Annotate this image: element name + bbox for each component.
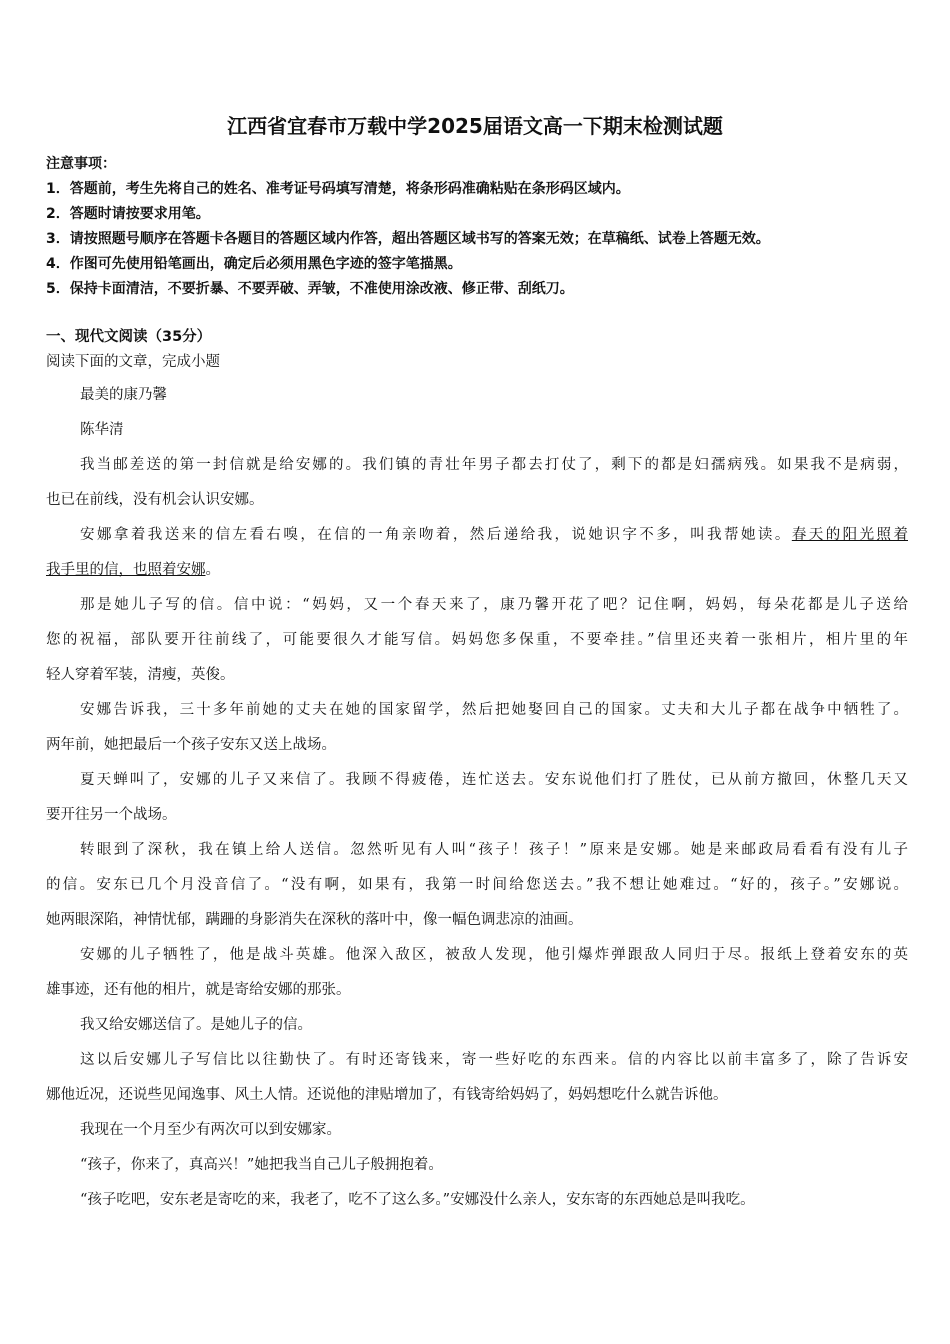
paragraph-line: 两年前，她把最后一个孩子安东又送上战场。 xyxy=(46,737,336,753)
paragraph-line: 我又给安娜送信了。是她儿子的信。 xyxy=(80,1017,312,1033)
paragraph-line: 那是她儿子写的信。信中说：“妈妈，又一个春天来了，康乃馨开花了吧？记住啊，妈妈，每朵花都是儿子送给 xyxy=(80,597,908,613)
paragraph-line xyxy=(46,553,908,588)
notice-item: 5．保持卡面清洁，不要折暴、不要弄破、弄皱，不准使用涂改液、修正带、刮纸刀。 xyxy=(46,281,574,297)
paragraph-line: 转眼到了深秋，我在镇上给人送信。忽然听见有人叫“孩子！孩子！”原来是安娜。她是来邮政局看看有没有儿子 xyxy=(80,842,908,858)
notice-heading: 注意事项： xyxy=(46,156,116,172)
article-author: 陈华清 xyxy=(80,422,124,438)
notice-item: 3．请按照题号顺序在答题卡各题目的答题区域内作答，超出答题区域书写的答案无效；在草稿纸、试卷上答题无效。 xyxy=(46,231,770,247)
article-body xyxy=(46,378,908,1218)
paragraph-line: 也已在前线，没有机会认识安娜。 xyxy=(46,492,264,508)
paragraph-line: 她两眼深陷，神情忧郁，蹒跚的身影消失在深秋的落叶中，像一幅色调悲凉的油画。 xyxy=(46,912,583,928)
article-title: 最美的康乃馨 xyxy=(80,387,167,403)
paragraph-line: “孩子吃吧，安东老是寄吃的来，我老了，吃不了这么多。”安娜没什么亲人，安东寄的东西她总是叫我吃。 xyxy=(80,1192,755,1208)
underlined-sentence: 春天的阳光照着 xyxy=(791,527,908,543)
paragraph-text: 。 xyxy=(205,562,220,578)
paragraph-line: 雄事迹，还有他的相片，就是寄给安娜的那张。 xyxy=(46,982,351,998)
paragraph-line: 安娜的儿子牺牲了，他是战斗英雄。他深入敌区，被敌人发现，他引爆炸弹跟敌人同归于尽。报纸上登着安东的英 xyxy=(80,947,908,963)
notice-item: 2．答题时请按要求用笔。 xyxy=(46,206,210,222)
exam-title: 江西省宜春市万载中学2025届语文高一下期末检测试题 xyxy=(227,114,723,138)
paragraph-line: “孩子，你来了，真高兴！”她把我当自己儿子般拥抱着。 xyxy=(80,1157,443,1173)
underlined-sentence: 我手里的信，也照着安娜 xyxy=(46,562,206,578)
paragraph-line: 安娜告诉我，三十多年前她的丈夫在她的国家留学，然后把她娶回自己的国家。丈夫和大儿子都在战争中牺牲了。 xyxy=(80,702,908,718)
paragraph-line: 夏天蝉叫了，安娜的儿子又来信了。我顾不得疲倦，连忙送去。安东说他们打了胜仗，已从前方撤回，休整几天又 xyxy=(80,772,908,788)
paragraph-line: 我当邮差送的第一封信就是给安娜的。我们镇的青壮年男子都去打仗了，剩下的都是妇孺病残。如果我不是病弱， xyxy=(80,457,908,473)
section-heading: 一、现代文阅读（35分） xyxy=(46,329,212,345)
paragraph-line: 我现在一个月至少有两次可以到安娜家。 xyxy=(80,1122,341,1138)
notice-item: 4．作图可先使用铅笔画出，确定后必须用黑色字迹的签字笔描黑。 xyxy=(46,256,462,272)
paragraph-line: 的信。安东已几个月没音信了。“没有啊，如果有，我第一时间给您送去。”我不想让她难过。“好的，孩子。”安娜说。 xyxy=(46,877,908,893)
paragraph-line xyxy=(46,518,908,553)
paragraph-line: 这以后安娜儿子写信比以往勤快了。有时还寄钱来，寄一些好吃的东西来。信的内容比以前丰富多了，除了告诉安 xyxy=(80,1052,908,1068)
notice-block xyxy=(46,152,916,302)
paragraph-line: 您的祝福，部队要开往前线了，可能要很久才能写信。妈妈您多保重，不要牵挂。”信里还夹着一张相片，相片里的年 xyxy=(46,632,908,648)
section-instruction: 阅读下面的文章，完成小题 xyxy=(46,354,220,370)
notice-item: 1．答题前，考生先将自己的姓名、准考证号码填写清楚，将条形码准确粘贴在条形码区域内。 xyxy=(46,181,630,197)
paragraph-line: 娜他近况，还说些见闻逸事、风土人情。还说他的津贴增加了，有钱寄给妈妈了，妈妈想吃什么就告诉他。 xyxy=(46,1087,728,1103)
paragraph-line: 轻人穿着军装，清瘦，英俊。 xyxy=(46,667,235,683)
paragraph-text: 安娜拿着我送来的信左看右嗅，在信的一角亲吻着，然后递给我，说她识字不多，叫我帮她读。 xyxy=(80,527,792,543)
paragraph-line: 要开往另一个战场。 xyxy=(46,807,177,823)
